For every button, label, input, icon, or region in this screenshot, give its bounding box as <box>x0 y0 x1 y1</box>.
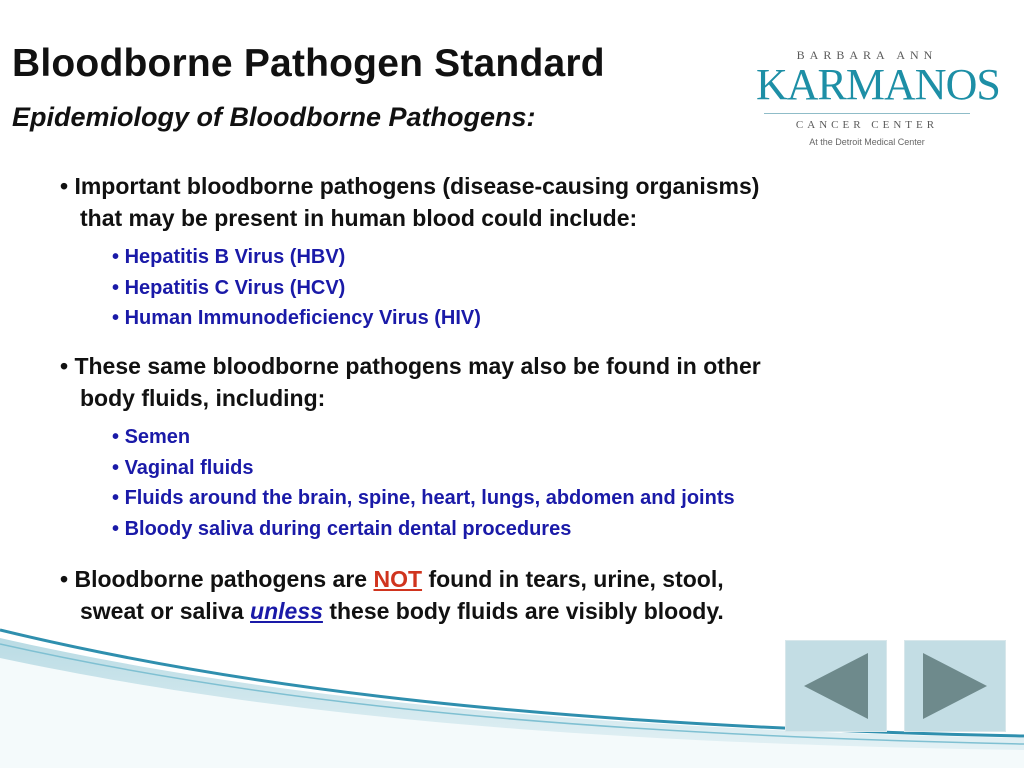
previous-arrow-icon <box>786 641 886 731</box>
list-item: • Vaginal fluids <box>112 456 254 479</box>
not-emphasis: NOT <box>373 566 423 592</box>
bullet-1-line1: Important bloodborne pathogens (disease-causing organisms) <box>74 173 760 199</box>
logo-sub-text: CANCER CENTER <box>795 119 939 131</box>
bullet-2-line1: These same bloodborne pathogens may also be found in other <box>74 353 761 379</box>
logo-divider <box>764 113 970 114</box>
bullet-3: • Bloodborne pathogens are NOT found in tears, urine, stool, sweat or saliva unless these body fluids are visibly bloody. <box>60 566 724 624</box>
bullet-1-line2: that may be present in human blood could include: <box>80 205 638 231</box>
bullet-1: • Important bloodborne pathogens (disease-causing organisms) that may be present in human blood could include: <box>60 173 760 231</box>
bullet-1-sublist <box>112 242 481 334</box>
bullet-2: • These same bloodborne pathogens may also be found in other body fluids, including: <box>60 353 761 411</box>
next-slide-button[interactable] <box>904 640 1006 732</box>
bullet-2-line2: body fluids, including: <box>80 385 326 411</box>
slide-title: Bloodborne Pathogen Standard <box>12 42 605 85</box>
list-item: • Hepatitis C Virus (HCV) <box>112 276 346 299</box>
list-item: • Human Immunodeficiency Virus (HIV) <box>112 307 481 329</box>
next-arrow-icon <box>905 641 1005 731</box>
logo-tagline: At the Detroit Medical Center <box>809 137 925 147</box>
list-item: • Semen <box>112 426 191 448</box>
bullet-2-sublist <box>112 422 735 544</box>
previous-slide-button[interactable] <box>785 640 887 732</box>
logo-top-text: BARBARA ANN <box>796 48 938 62</box>
unless-emphasis: unless <box>250 598 323 624</box>
logo-brand-text: KARMANOS <box>756 60 1000 109</box>
list-item: • Bloody saliva during certain dental procedures <box>112 517 572 540</box>
slide-subtitle: Epidemiology of Bloodborne Pathogens: <box>12 102 536 132</box>
karmanos-logo <box>756 48 1000 152</box>
list-item: • Hepatitis B Virus (HBV) <box>112 246 346 268</box>
list-item: • Fluids around the brain, spine, heart, lungs, abdomen and joints <box>112 487 735 509</box>
